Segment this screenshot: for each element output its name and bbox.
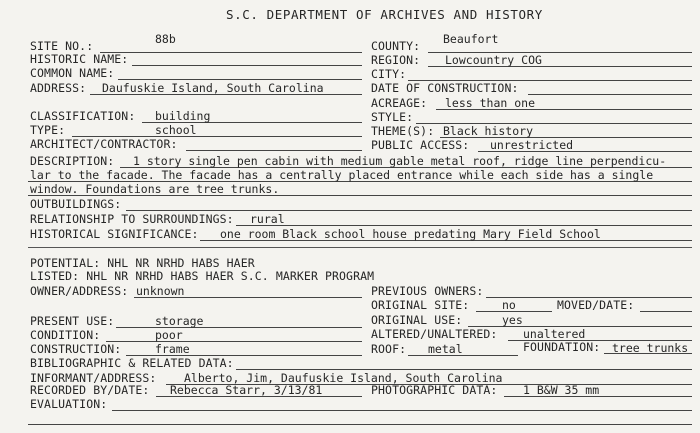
bibliographic-line [236, 369, 692, 370]
listed-row: LISTED: NHL NR NRHD HABS HAER S.C. MARKER PROGRAM [30, 269, 375, 283]
architect-line [186, 150, 362, 151]
photographic-label: PHOTOGRAPHIC DATA: [371, 383, 498, 397]
foundation-value: tree trunks [612, 341, 689, 355]
address-value: Daufuskie Island, South Carolina [102, 81, 324, 95]
significance-label: HISTORICAL SIGNIFICANCE: [30, 227, 199, 241]
date-construction-label: DATE OF CONSTRUCTION: [371, 81, 519, 95]
relationship-value: rural [250, 212, 285, 226]
original-use-value: yes [502, 313, 523, 327]
evaluation-line-2 [28, 424, 692, 425]
acreage-value: less than one [445, 96, 536, 110]
moved-date-label: MOVED/DATE: [557, 298, 635, 312]
foundation-label: FOUNDATION: [523, 340, 601, 354]
site-no-label: SITE NO.: [30, 39, 94, 53]
date-construction-line [528, 94, 692, 95]
address-label: ADDRESS: [30, 81, 87, 95]
architect-label: ARCHITECT/CONTRACTOR: [30, 137, 178, 151]
region-label: REGION: [371, 53, 421, 67]
owner-address-value: unknown [136, 284, 185, 298]
relationship-line [236, 225, 692, 226]
public-access-value: unrestricted [490, 138, 574, 152]
description-label: DESCRIPTION: [30, 154, 115, 168]
description-value-line-1: 1 story single pen cabin with medium gable metal roof, ridge line perpendicu- [133, 154, 667, 168]
classification-label: CLASSIFICATION: [30, 109, 136, 123]
bibliographic-label: BIBLIOGRAPHIC & RELATED DATA: [30, 356, 234, 370]
informant-value: Alberto, Jim, Daufuskie Island, South Carolina [184, 371, 503, 385]
classification-value: building [155, 109, 211, 123]
style-label: STYLE: [371, 110, 414, 124]
outbuildings-label: OUTBUILDINGS: [30, 197, 122, 211]
condition-label: CONDITION: [30, 328, 101, 342]
roof-line [408, 355, 518, 356]
potential-row: POTENTIAL: NHL NR NRHD HABS HAER [30, 256, 255, 270]
condition-line [106, 341, 362, 342]
outbuildings-line [126, 210, 692, 211]
county-label: COUNTY: [371, 39, 421, 53]
moved-date-line [640, 311, 692, 312]
common-name-label: COMMON NAME: [30, 66, 115, 80]
description-value-line-3: window. Foundations are tree trunks. [30, 182, 280, 196]
significance-value: one room Black school house predating Mary Field School [220, 227, 601, 241]
themes-label: THEME(S): [371, 124, 435, 138]
recorded-by-value: Rebecca Starr, 3/13/81 [170, 383, 323, 397]
type-value: school [155, 123, 197, 137]
roof-label: ROOF: [371, 342, 407, 356]
recorded-by-label: RECORDED BY/DATE: [30, 383, 150, 397]
construction-label: CONSTRUCTION: [30, 342, 122, 356]
owner-address-label: OWNER/ADDRESS: [30, 284, 129, 298]
description-value-line-2: lar to the facade. The facade has a centrally placed entrance while each side has a single [30, 168, 654, 182]
condition-value: poor [155, 328, 183, 342]
informant-label: INFORMANT/ADDRESS: [30, 371, 157, 385]
previous-owners-label: PREVIOUS OWNERS: [371, 284, 484, 298]
original-site-value: no [502, 298, 516, 312]
region-value: Lowcountry COG [445, 53, 542, 67]
photographic-value: 1 B&W 35 mm [523, 383, 600, 397]
present-use-value: storage [155, 314, 204, 328]
present-use-label: PRESENT USE: [30, 314, 115, 328]
type-label: TYPE: [30, 123, 66, 137]
public-access-label: PUBLIC ACCESS: [371, 138, 470, 152]
original-use-label: ORIGINAL USE: [371, 313, 463, 327]
county-value: Beaufort [443, 32, 499, 46]
section-divider [28, 247, 692, 248]
historic-name-label: HISTORIC NAME: [30, 52, 129, 66]
evaluation-label: EVALUATION: [30, 397, 108, 411]
acreage-label: ACREAGE: [371, 96, 428, 110]
altered-value: unaltered [523, 327, 586, 341]
historic-name-line [132, 65, 362, 66]
present-use-line [116, 327, 362, 328]
page-header: S.C. DEPARTMENT OF ARCHIVES AND HISTORY [226, 7, 543, 22]
roof-value: metal [428, 342, 463, 356]
evaluation-line [112, 410, 692, 411]
common-name-line [118, 79, 362, 80]
site-no-line [100, 52, 362, 53]
original-site-label: ORIGINAL SITE: [371, 298, 470, 312]
city-label: CITY: [371, 67, 407, 81]
altered-label: ALTERED/UNALTERED: [371, 327, 498, 341]
construction-value: frame [155, 342, 190, 356]
themes-value: Black history [443, 124, 534, 138]
site-no-value: 88b [155, 32, 176, 46]
relationship-label: RELATIONSHIP TO SURROUNDINGS: [30, 212, 234, 226]
